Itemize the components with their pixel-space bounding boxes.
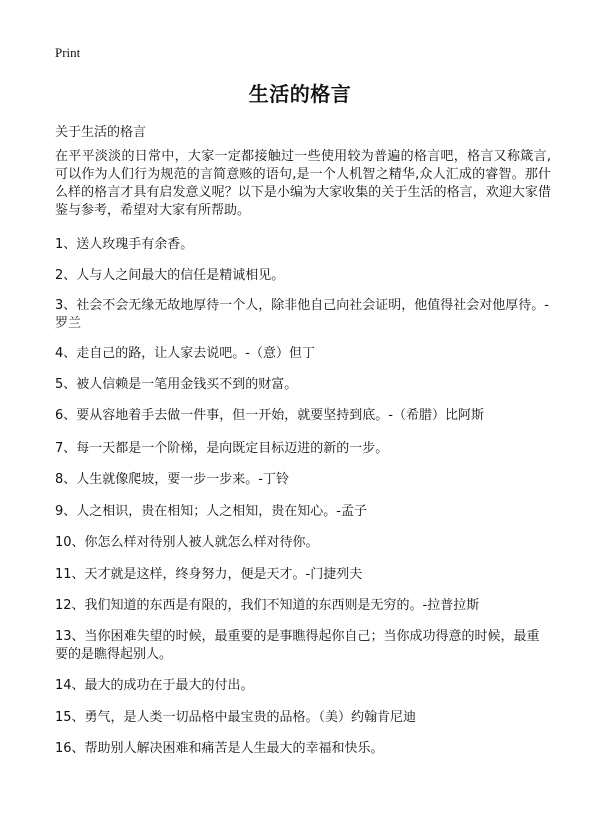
quote-item-4: 4、走自己的路，让人家去说吧。-（意）但丁: [55, 346, 315, 361]
quote-item-9: 9、人之相识，贵在相知；人之相知，贵在知心。-孟子: [55, 504, 367, 519]
quote-item-16: 16、帮助别人解决困难和痛苦是人生最大的幸福和快乐。: [55, 741, 384, 756]
intro-paragraph: 在平平淡淡的日常中，大家一定都接触过一些使用较为普遍的格言吧，格言又称箴言,可以作为人们行为规范的言简意赅的语句,是一个人机智之精华,众人汇成的睿智。那什么样的格言才具有启发意义呢？以下是小编为大家收集的关于生活的格言，欢迎大家借鉴与参考，希望对大家有所帮助。: [55, 149, 551, 218]
quote-item-3: 3、社会不会无缘无故地厚待一个人，除非他自己向社会证明，他值得社会对他厚待。-罗兰: [55, 298, 549, 331]
quote-item-1: 1、送人玫瑰手有余香。: [55, 237, 194, 252]
quote-item-8: 8、人生就像爬坡，要一步一步来。-丁铃: [55, 472, 289, 487]
quote-item-15: 15、勇气，是人类一切品格中最宝贵的品格。（美）约翰肯尼迪: [55, 710, 417, 725]
print-link[interactable]: Print: [55, 45, 81, 60]
quote-item-10: 10、你怎么样对待别人被人就怎么样对待你。: [55, 535, 319, 550]
quote-item-2: 2、人与人之间最大的信任是精诚相见。: [55, 268, 285, 283]
article-subheading: 关于生活的格言: [55, 125, 147, 140]
quote-item-12: 12、我们知道的东西是有限的，我们不知道的东西则是无穷的。-拉普拉斯: [55, 598, 480, 613]
quote-item-7: 7、每一天都是一个阶梯，是向既定目标迈进的新的一步。: [55, 441, 389, 456]
quote-item-14: 14、最大的成功在于最大的付出。: [55, 678, 254, 693]
quote-item-6: 6、要从容地着手去做一件事，但一开始，就要坚持到底。-（希腊）比阿斯: [55, 408, 484, 423]
quote-item-11: 11、天才就是这样，终身努力，便是天才。-门捷列夫: [55, 567, 363, 582]
quote-item-5: 5、被人信赖是一笔用金钱买不到的财富。: [55, 377, 298, 392]
quote-item-13: 13、当你困难失望的时候，最重要的是事瞧得起你自己；当你成功得意的时候，最重要的是瞧得起别人。: [55, 629, 540, 662]
page-title: 生活的格言: [248, 82, 352, 106]
